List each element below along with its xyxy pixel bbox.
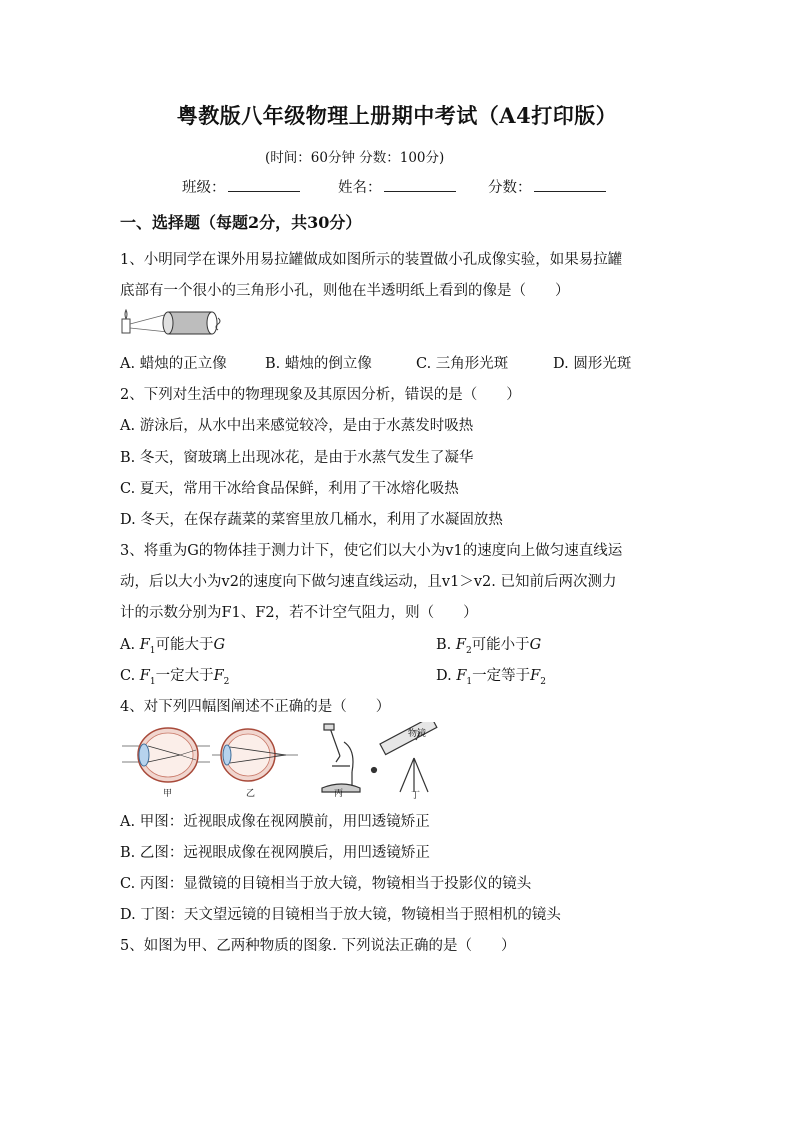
q5-stem: 5、如图为甲、乙两种物质的图象. 下列说法正确的是（ ）: [120, 938, 516, 954]
q3-b-sub: 2: [465, 645, 472, 656]
q3-c-mid: 一定大于: [155, 668, 214, 684]
q2-option-c[interactable]: C. 夏天，常用干冰给食品保鲜，利用了干冰熔化吸热: [120, 481, 459, 497]
score-blank[interactable]: [534, 177, 606, 192]
q3-stem-line1: 3、将重为G的物体挂于测力计下，使它们以大小为v1的速度向上做匀速直线运: [120, 543, 623, 559]
section-heading: 一、选择题（每题2分，共30分）: [120, 213, 362, 232]
q3-b-end: G: [529, 637, 542, 653]
q3-stem-line2: 动，后以大小为v2的速度向下做匀速直线运动，且v1＞v2. 已知前后两次测力: [120, 574, 617, 590]
q3-d-mid: 一定等于: [472, 668, 531, 684]
q1-stem-line2: 底部有一个很小的三角形小孔，则他在半透明纸上看到的像是（ ）: [120, 283, 570, 299]
class-field: [182, 176, 300, 197]
q3-option-c[interactable]: [120, 664, 229, 687]
q3-option-d[interactable]: [436, 664, 546, 687]
q3-c-end-sub: 2: [223, 676, 230, 687]
q3-a-var: F: [139, 637, 150, 653]
telescope-icon: [372, 722, 437, 792]
figure-objective-label: 物镜: [408, 729, 427, 739]
q4-four-figures: [118, 722, 444, 800]
q1-option-c[interactable]: C. 三角形光斑: [416, 356, 509, 372]
figure-label-jia: 甲: [163, 789, 173, 799]
page-title: 粤教版八年级物理上册期中考试（A4打印版）: [176, 103, 618, 128]
figure-label-ding: 丁: [411, 791, 421, 800]
q3-d-end-sub: 2: [540, 676, 546, 687]
q1-option-a[interactable]: A. 蜡烛的正立像: [120, 356, 227, 372]
score-label: 分数：: [488, 180, 532, 196]
q3-d-end: F: [530, 668, 541, 684]
q4-option-c[interactable]: C. 丙图：显微镜的目镜相当于放大镜，物镜相当于投影仪的镜头: [120, 876, 532, 892]
q3-b-prefix: B.: [436, 637, 456, 653]
figure-label-bing: 丙: [334, 789, 344, 799]
q4-option-d[interactable]: D. 丁图：天文望远镜的目镜相当于放大镜，物镜相当于照相机的镜头: [120, 907, 561, 923]
q3-option-a[interactable]: [120, 633, 225, 656]
q3-d-sub: 1: [466, 676, 473, 687]
q2-stem: 2、下列对生活中的物理现象及其原因分析，错误的是（ ）: [120, 387, 521, 403]
figure-label-yi: 乙: [246, 789, 256, 799]
name-blank[interactable]: [384, 177, 456, 192]
q1-option-b[interactable]: B. 蜡烛的倒立像: [265, 356, 372, 372]
name-label: 姓名：: [338, 180, 382, 196]
q1-stem-line1: 1、小明同学在课外用易拉罐做成如图所示的装置做小孔成像实验，如果易拉罐: [120, 252, 623, 268]
pinhole-camera-figure: [118, 306, 224, 338]
q3-d-var: F: [456, 668, 467, 684]
q3-d-prefix: D.: [436, 668, 457, 684]
q3-b-mid: 可能小于: [471, 637, 530, 653]
eye-diagram-myopia: [122, 728, 210, 782]
exam-time-score: (时间：60分钟 分数：100分): [265, 150, 445, 166]
score-field: [488, 176, 606, 197]
q3-b-var: F: [455, 637, 466, 653]
q3-a-sub: 1: [149, 645, 156, 656]
q2-option-b[interactable]: B. 冬天，窗玻璃上出现冰花，是由于水蒸气发生了凝华: [120, 450, 474, 466]
q3-a-prefix: A.: [120, 637, 140, 653]
q2-option-d[interactable]: D. 冬天，在保存蔬菜的菜窖里放几桶水，利用了水凝固放热: [120, 512, 503, 528]
eye-diagram-hyperopia: [212, 729, 298, 781]
q1-option-d[interactable]: D. 圆形光斑: [553, 356, 632, 372]
q3-a-mid: 可能大于: [155, 637, 214, 653]
q4-option-a[interactable]: A. 甲图：近视眼成像在视网膜前，用凹透镜矫正: [120, 814, 430, 830]
q3-c-var: F: [139, 668, 150, 684]
class-blank[interactable]: [228, 177, 300, 192]
q3-a-end: G: [213, 637, 226, 653]
q4-stem: 4、对下列四幅图阐述不正确的是（ ）: [120, 699, 391, 715]
q3-stem-line3: 计的示数分别为F1、F2，若不计空气阻力，则（ ）: [120, 605, 478, 621]
q3-c-end: F: [213, 668, 224, 684]
q3-option-b[interactable]: [436, 633, 541, 656]
microscope-icon: [322, 724, 360, 792]
q3-c-sub: 1: [149, 676, 156, 687]
class-label: 班级：: [182, 180, 226, 196]
name-field: [338, 176, 456, 197]
q3-c-prefix: C.: [120, 668, 140, 684]
q2-option-a[interactable]: A. 游泳后，从水中出来感觉较冷，是由于水蒸发时吸热: [120, 418, 474, 434]
q4-option-b[interactable]: B. 乙图：远视眼成像在视网膜后，用凹透镜矫正: [120, 845, 430, 861]
